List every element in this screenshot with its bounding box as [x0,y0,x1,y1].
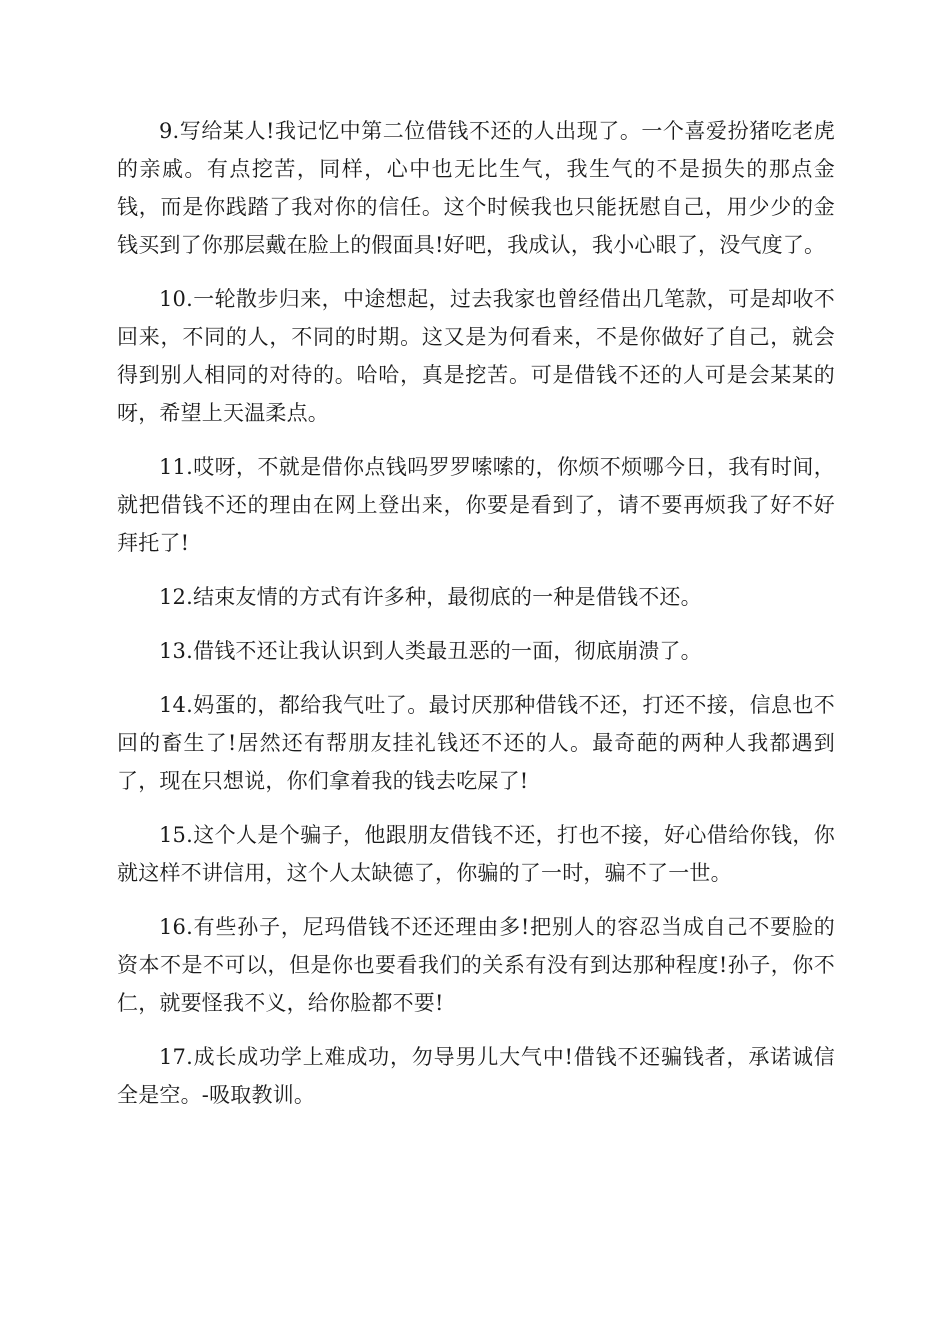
paragraph-17: 17.成长成功学上难成功，勿导男儿大气中!借钱不还骗钱者，承诺诚信全是空。-吸取教训。 [117,1045,835,1107]
paragraph-13: 13.借钱不还让我认识到人类最丑恶的一面，彻底崩溃了。 [159,639,702,663]
paragraph-16: 16.有些孙子，尼玛借钱不还还理由多!把别人的容忍当成自己不要脸的资本不是不可以，但是你也要看我们的关系有没有到达那种程度!孙子，你不仁，就要怪我不义，给你脸都不要! [117,915,835,1015]
paragraph-15: 15.这个人是个骗子，他跟朋友借钱不还，打也不接，好心借给你钱，你就这样不讲信用，这个人太缺德了，你骗的了一时，骗不了一世。 [117,823,835,885]
paragraph-12: 12.结束友情的方式有许多种，最彻底的一种是借钱不还。 [159,585,702,609]
document-body [117,112,835,1130]
paragraph-10: 10.一轮散步归来，中途想起，过去我家也曾经借出几笔款，可是却收不回来，不同的人，不同的时期。这又是为何看来，不是你做好了自己，就会得到别人相同的对待的。哈哈，真是挖苦。可是借钱不还的人可是会某某的呀，希望上天温柔点。 [117,287,835,425]
paragraph-14: 14.妈蛋的，都给我气吐了。最讨厌那种借钱不还，打还不接，信息也不回的畜生了!居然还有帮朋友挂礼钱还不还的人。最奇葩的两种人我都遇到了，现在只想说，你们拿着我的钱去吃屎了! [117,693,835,793]
paragraph-11: 11.哎呀，不就是借你点钱吗罗罗嗦嗦的，你烦不烦哪今日，我有时间，就把借钱不还的理由在网上登出来，你要是看到了，请不要再烦我了好不好拜托了! [117,455,835,555]
paragraph-9: 9.写给某人!我记忆中第二位借钱不还的人出现了。一个喜爱扮猪吃老虎的亲戚。有点挖苦，同样，心中也无比生气，我生气的不是损失的那点金钱，而是你践踏了我对你的信任。这个时候我也只能抚慰自己，用少少的金钱买到了你那层戴在脸上的假面具!好吧，我成认，我小心眼了，没气度了。 [117,119,835,257]
